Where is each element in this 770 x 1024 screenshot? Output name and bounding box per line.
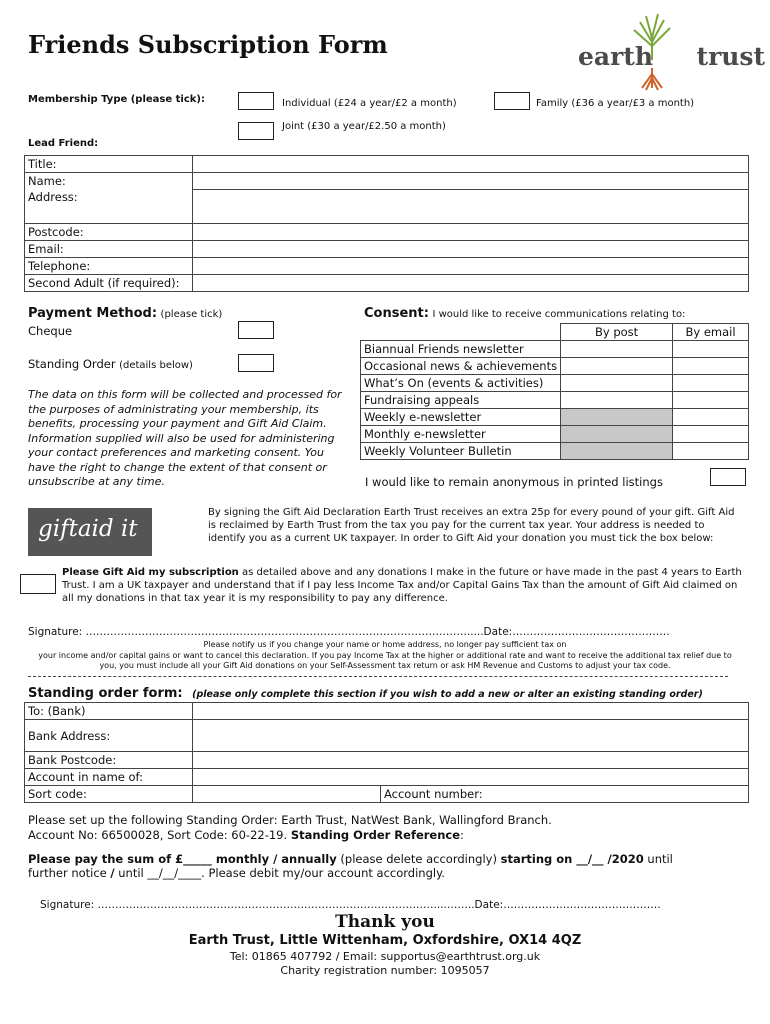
standing-order-option: [28, 357, 193, 371]
standing-order-checkbox[interactable]: [238, 354, 274, 372]
bank-field-label: To: (Bank): [25, 703, 193, 720]
standing-order-heading: [28, 686, 703, 701]
second-adult-field-label: Second Adult (if required):: [25, 275, 193, 292]
post-cell-disabled: [561, 426, 673, 443]
anonymous-checkbox[interactable]: [710, 468, 746, 486]
family-option-label: Family (£36 a year/£3 a month): [536, 98, 695, 109]
email-checkbox[interactable]: [673, 341, 749, 358]
second-adult-input[interactable]: [193, 275, 749, 292]
email-input[interactable]: [193, 241, 749, 258]
post-cell-disabled: [561, 443, 673, 460]
telephone-input[interactable]: [193, 258, 749, 275]
lead-friend-heading: Lead Friend:: [28, 138, 99, 149]
giftaid-note-1: Please notify us if you change your name or home address, no longer pay sufficient tax on: [203, 640, 567, 649]
earth-trust-logo: [574, 12, 766, 92]
membership-type-label: Membership Type (please tick):: [28, 94, 205, 105]
postcode-field-label: Postcode:: [25, 224, 193, 241]
payment-amount-line: [28, 852, 673, 866]
charity-number: Charity registration number: 1095057: [280, 964, 490, 977]
telephone-field-label: Telephone:: [25, 258, 193, 275]
thank-you-text: Thank you: [335, 912, 435, 932]
consent-row-label: Biannual Friends newsletter: [361, 341, 561, 358]
cut-line-divider: [28, 676, 728, 677]
post-checkbox[interactable]: [561, 341, 673, 358]
post-checkbox[interactable]: [561, 375, 673, 392]
account-details: Account No: 66500028, Sort Code: 60-22-19.: [28, 828, 291, 842]
contact-details: Tel: 01865 407792 / Email: supportus@earthtrust.org.uk: [229, 950, 541, 963]
consent-table: [360, 323, 749, 460]
consent-row-label: Occasional news & achievements: [361, 358, 561, 375]
standing-order-instruction-2: [28, 828, 464, 842]
name-input[interactable]: [193, 173, 749, 190]
payment-duration-line: [28, 866, 445, 880]
giftaid-checkbox[interactable]: [20, 574, 56, 594]
organisation-address: Earth Trust, Little Wittenham, Oxfordshire, OX14 4QZ: [188, 933, 582, 948]
logo-text: earth trust: [578, 42, 766, 71]
standing-order-signature-line[interactable]: Signature: ……………………………………………………………………………………....……..Date:………………………………………: [40, 899, 661, 911]
email-checkbox[interactable]: [673, 409, 749, 426]
giftaid-note-2: your income and/or capital gains or want to cancel this declaration. If you pay Income Tax at the higher or additional rate and want to receive the additional tax relief due to: [38, 651, 732, 660]
name-field-label: Name:: [25, 173, 193, 190]
standing-order-note: (please only complete this section if you wish to add a new or alter an existing standing order): [192, 689, 703, 700]
slash-separator: /: [110, 866, 115, 880]
account-name-field-label: Account in name of:: [25, 769, 193, 786]
consent-heading: [364, 306, 685, 321]
by-post-header: By post: [561, 324, 673, 341]
payment-method-heading: [28, 306, 222, 321]
start-date-text: starting on __/__ /2020: [500, 852, 644, 866]
email-field-label: Email:: [25, 241, 193, 258]
consent-title: Consent:: [364, 306, 429, 321]
consent-row-label: Weekly e-newsletter: [361, 409, 561, 426]
giftaid-declaration-text: as detailed above and any donations I make in the future or have made in the past 4 years to Earth Trust. I am a UK taxpayer and understand that if I pay less Income Tax and/or Capital Gains Tax than the amount of Gift Aid claimed on all my donations in that tax year it is my responsibility to pay any difference.: [62, 567, 742, 604]
standing-order-label: Standing Order: [28, 357, 116, 371]
family-checkbox[interactable]: [494, 92, 530, 110]
post-checkbox[interactable]: [561, 392, 673, 409]
giftaid-logo: giftaid it: [28, 508, 152, 556]
standing-order-table: [24, 702, 749, 803]
until-date-text: until __/__/____.: [114, 866, 205, 880]
sort-code-input[interactable]: [193, 786, 381, 803]
title-input[interactable]: [193, 156, 749, 173]
standing-order-instruction-1: Please set up the following Standing Order: Earth Trust, NatWest Bank, Wallingford Branch.: [28, 813, 552, 827]
post-cell-disabled: [561, 409, 673, 426]
consent-row-label: Fundraising appeals: [361, 392, 561, 409]
consent-row-label: What’s On (events & activities): [361, 375, 561, 392]
giftaid-signature-line[interactable]: Signature: ………………………………………………………………………………………….…….....Date:………………………………………: [28, 626, 670, 638]
anonymous-listing-label: I would like to remain anonymous in printed listings: [365, 475, 663, 489]
sort-code-field-label: Sort code:: [25, 786, 193, 803]
account-number-cell[interactable]: [381, 786, 749, 803]
standing-order-note: (details below): [119, 360, 193, 371]
form-title: Friends Subscription Form: [28, 30, 388, 59]
title-field-label: Title:: [25, 156, 193, 173]
pay-note: (please delete accordingly): [336, 852, 501, 866]
bank-postcode-input[interactable]: [193, 752, 749, 769]
address-input[interactable]: [193, 190, 749, 224]
payment-method-note: (please tick): [160, 309, 223, 320]
cheque-label: Cheque: [28, 324, 73, 338]
debit-authorisation: Please debit my/our account accordingly.: [204, 866, 445, 880]
pay-sum-text: Please pay the sum of £_____ monthly / annually: [28, 852, 337, 866]
email-checkbox[interactable]: [673, 426, 749, 443]
address-field-label: Address:: [25, 190, 193, 224]
email-checkbox[interactable]: [673, 375, 749, 392]
postcode-input[interactable]: [193, 224, 749, 241]
individual-option-label: Individual (£24 a year/£2 a month): [282, 98, 457, 109]
consent-row-label: Weekly Volunteer Bulletin: [361, 443, 561, 460]
giftaid-note-3: you, you must include all your Gift Aid donations on your Self-Assessment tax return or ask HM Revenue and Customs to adjust your tax code.: [99, 661, 671, 670]
consent-intro: I would like to receive communications relating to:: [432, 309, 686, 320]
lead-friend-table: [24, 155, 749, 292]
account-number-label: Account number:: [384, 787, 483, 801]
email-checkbox[interactable]: [673, 443, 749, 460]
giftaid-declaration-bold: Please Gift Aid my subscription: [62, 567, 239, 578]
email-checkbox[interactable]: [673, 358, 749, 375]
account-name-input[interactable]: [193, 769, 749, 786]
pay-until: until: [643, 852, 673, 866]
consent-row-label: Monthly e-newsletter: [361, 426, 561, 443]
standing-order-title: Standing order form:: [28, 686, 183, 701]
reference-colon: :: [460, 828, 464, 842]
giftaid-declaration: [62, 566, 742, 605]
further-notice-text: further notice: [28, 866, 111, 880]
joint-checkbox[interactable]: [238, 122, 274, 140]
joint-option-label: Joint (£30 a year/£2.50 a month): [282, 121, 446, 132]
consent-blank-header: [361, 324, 561, 341]
cheque-checkbox[interactable]: [238, 321, 274, 339]
email-checkbox[interactable]: [673, 392, 749, 409]
bank-input[interactable]: [193, 703, 749, 720]
bank-postcode-field-label: Bank Postcode:: [25, 752, 193, 769]
giftaid-intro: By signing the Gift Aid Declaration Earth Trust receives an extra 25p for every pound of your gift. Gift Aid is reclaimed by Earth Trust from the tax you pay for the current tax year. Your address is needed to identify you as a current UK taxpayer. In order to Gift Aid your donation you must tick the box below:: [208, 507, 735, 544]
bank-address-field-label: Bank Address:: [25, 720, 193, 752]
payment-method-title: Payment Method:: [28, 306, 158, 321]
bank-address-input[interactable]: [193, 720, 749, 752]
data-privacy-notice: The data on this form will be collected and processed for the purposes of administrating your membership, its benefits, processing your payment and Gift Aid Claim. Information supplied will also be used for administering your contact preferences and marketing consent. You have the right to change the extent of that consent or unsubscribe at any time.: [28, 388, 342, 488]
post-checkbox[interactable]: [561, 358, 673, 375]
by-email-header: By email: [673, 324, 749, 341]
reference-label: Standing Order Reference: [290, 828, 461, 842]
individual-checkbox[interactable]: [238, 92, 274, 110]
